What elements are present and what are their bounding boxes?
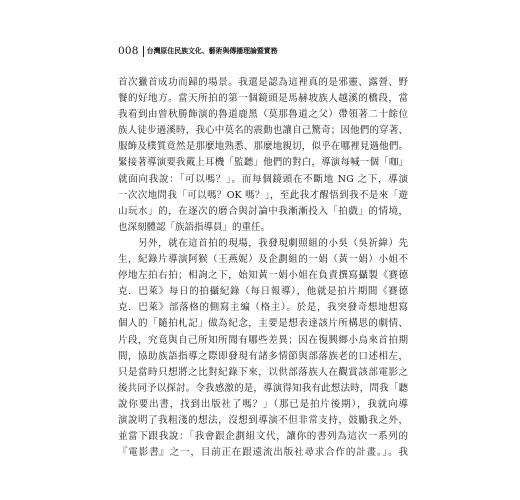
text-line: 停地左拍右拍；相詢之下，始知黃一娟小姐在負責撰寫攝製《賽德 <box>118 270 408 282</box>
text-line: 個人的「隨拍札記」做為紀念，主要是想表達該片所構思的劇情、 <box>118 318 408 330</box>
text-line: 族人徒步過溪時，我心中莫名的震動也讓自己驚奇；因他們的穿著、 <box>118 125 408 137</box>
text-line: 演說明了我粗淺的想法，沒想到導演不但非常支持，鼓勵我之外， <box>118 414 408 426</box>
page-number: 008 <box>118 45 139 57</box>
text-line: 緊接著導演要我戴上耳機「監聽」他們的對白，導演每喊一個「咖」 <box>118 157 408 169</box>
text-line: 一次次地問我「可以嗎？OK 嗎？」，至此我才醒悟到我不是來「遊 <box>118 189 408 201</box>
text-line: 首次獵首成功而歸的場景。我還是認為這裡真的是邪靈、露營、野 <box>118 77 408 88</box>
text-line: 克．巴萊》部落格的側寫主編（格主）。於是，我突發奇想地想寫 <box>118 302 408 314</box>
text-line: 服飾及樸質竟然是那麼地熟悉、那麼地親切，似乎在哪裡見過他們。 <box>118 141 408 153</box>
text-line: 『電影書』之一，目前正在跟遠流出版社尋求合作的計畫。」。我 <box>118 447 408 459</box>
running-title: 台灣原住民族文化、藝術與傳播理論暨實務 <box>146 47 278 55</box>
text-line: 也深刻體認「族語指導員」的重任。 <box>118 221 271 233</box>
text-line: 說你要出書，找到出版社了嗎？」（那已是拍片後期），我就向導 <box>118 398 408 410</box>
text-line: 生，紀錄片導演阿猴（王燕妮）及企劃組的一娟（黃一娟）小姐不 <box>118 254 408 266</box>
text-line: 間，協助族語指導之際即發現有諸多情節與部落族老的口述相左， <box>118 350 408 362</box>
text-line: 另外，就在這首拍的現場，我發現劇照組的小吳（吳祈緯）先 <box>118 237 408 249</box>
text-line: 片段，究竟與自己所知所聞有哪些差異；因在復興鄉小烏來首拍期 <box>118 334 408 346</box>
text-line: 餐的好地方。當天所拍的第一個鏡頭是馬赫坡族人越溪的橋段，當 <box>118 93 408 105</box>
text-line: 我看到由曾秋勝飾演的魯道鹿黑（莫那魯道之父）帶領著二十餘位 <box>118 109 408 121</box>
text-line: 並當下跟我說：「我會跟企劃組文代，讓你的書列為這次一系列的 <box>118 431 408 443</box>
text-line: 只是當時只想將之比對紀錄下來，以供部落族人在觀賞該部電影之 <box>118 366 408 378</box>
page-header <box>118 44 408 58</box>
body-text <box>118 75 408 461</box>
text-line: 山玩水」的，在逐次的磨合與討論中我漸漸投入「拍戲」的情境， <box>118 205 408 217</box>
text-line: 克．巴萊》每日的拍攝紀錄（每日報導），他就是拍片期間《賽德 <box>118 286 408 298</box>
text-line: 就面向我說：「可以嗎？」。而每個鏡頭在不斷地 NG 之下，導演 <box>118 173 408 185</box>
header-divider <box>143 46 144 57</box>
text-line: 後共同予以探討。令我感激的是，導演得知我有此想法時，問我「聽 <box>118 382 408 394</box>
